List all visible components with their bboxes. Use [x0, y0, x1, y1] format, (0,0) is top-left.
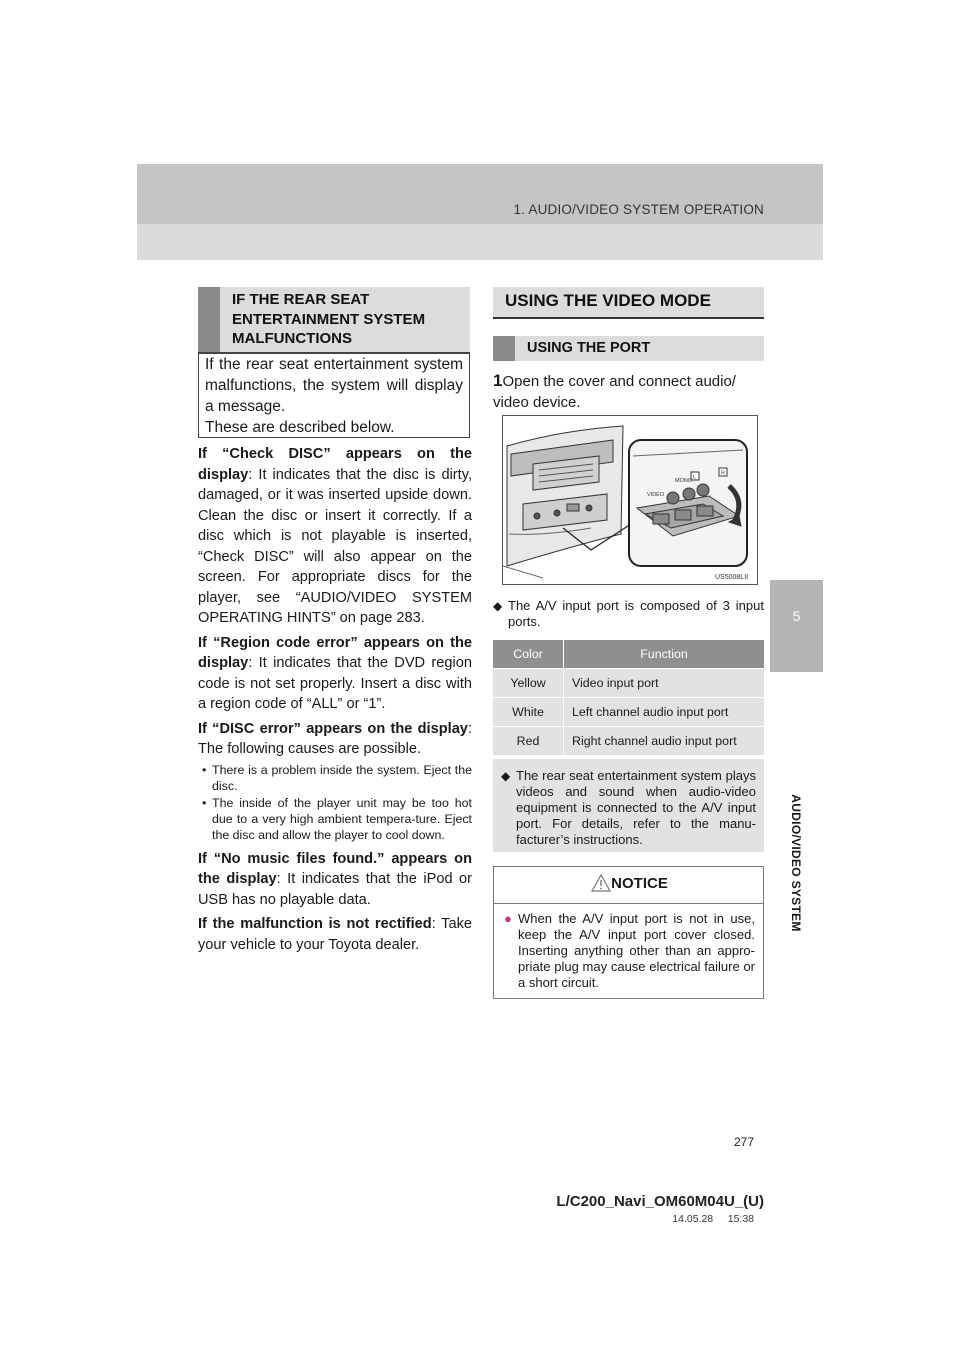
table-row: White Left channel audio input port	[493, 698, 764, 727]
intro-box	[198, 352, 470, 438]
video-mode-title: USING THE VIDEO MODE	[505, 291, 711, 310]
diamond-bullet-icon: ◆	[501, 769, 511, 783]
diamond-bullet-icon: ◆	[493, 599, 503, 613]
disc-error-causes	[198, 762, 472, 843]
no-music-paragraph: If “No music files found.” appears on the display: It indicates that the iPod or USB has no playable data.	[198, 850, 473, 908]
illustration-code: US5008LII	[715, 574, 749, 581]
document-date: 14.05.28 15:38	[672, 1213, 754, 1225]
chapter-tab	[770, 580, 823, 672]
av-port-illustration	[502, 415, 758, 585]
section-title: 1. AUDIO/VIDEO SYSTEM OPERATION	[513, 202, 764, 217]
mono-label: MONO	[675, 478, 693, 484]
chapter-label: AUDIO/VIDEO SYSTEM	[789, 794, 803, 932]
port-table	[493, 640, 764, 755]
port-subheading	[493, 336, 764, 361]
r-label: R	[721, 470, 725, 477]
left-body	[198, 444, 472, 959]
notice-title: NOTICE	[611, 875, 668, 892]
intro-text-2: These are described below.	[205, 419, 395, 436]
step-number: 1	[493, 371, 503, 390]
step-1	[493, 370, 764, 413]
page-number: 277	[733, 1135, 754, 1149]
document-id: L/C200_Navi_OM60M04U_(U)	[556, 1193, 764, 1210]
heading-line-2: ENTERTAINMENT SYSTEM	[232, 310, 426, 328]
table-header-row	[493, 640, 764, 669]
video-mode-heading	[493, 287, 764, 319]
l-label: L	[693, 474, 697, 481]
chapter-number: 5	[792, 608, 801, 624]
region-code-paragraph: If “Region code error” appears on the display: It indicates that the DVD region code is not set properly. Insert a disc with a region code of “ALL” or “1”.	[198, 634, 472, 712]
info-bullet: ◆ The rear seat entertainment system plays videos and sound when audio-video equipment is connected to the A/V input port. For details, refer to the manu-facturer’s instructions.	[501, 768, 756, 847]
step-text: Open the cover and connect audio/ video device.	[493, 373, 736, 411]
disc-error-paragraph: If “DISC error” appears on the display: The following causes are possible.	[198, 720, 472, 757]
malfunction-heading	[198, 287, 470, 352]
heading-line-1: IF THE REAR SEAT	[232, 291, 370, 308]
intro-text: If the rear seat entertainment system malfunctions, the system will display a message.	[205, 356, 463, 415]
notice-body: ● When the A/V input port is not in use, keep the A/V input port cover closed. Inserting anything other than an appro-priate plug may cause electrical failure or a short circuit.	[504, 911, 755, 990]
video-label: VIDEO	[647, 492, 665, 498]
check-disc-paragraph: If “Check DISC” appears on the display: It indicates that the disc is dirty, damaged, or it was inserted upside down. Clean the disc or insert it correctly. If a disc which is not playable is inserted, “Check DISC” will also appear on the screen. For appropriate discs for the player, see “AUDIO/VIDEO SYSTEM OPERATING HINTS” on page 283.	[198, 446, 472, 626]
av-port-drawing	[503, 416, 757, 584]
port-subtitle: USING THE PORT	[527, 340, 651, 356]
table-header: Color	[493, 640, 564, 669]
list-item: • There is a problem inside the system. Eject the disc.	[198, 762, 472, 794]
bullet-dot-icon: ●	[504, 911, 512, 926]
table-row: Red Right channel audio input port	[493, 727, 764, 756]
notice-header	[494, 867, 763, 904]
heading-line-3: MALFUNCTIONS	[232, 330, 352, 347]
ports-bullet: ◆ The A/V input port is composed of 3 input ports.	[493, 598, 764, 629]
notice-box	[493, 866, 764, 999]
not-rectified-paragraph: If the malfunction is not rectified: Take your vehicle to your Toyota dealer.	[198, 916, 473, 953]
table-row: Yellow Video input port	[493, 669, 764, 698]
list-item: • The inside of the player unit may be too hot due to a very high ambient tempera-ture. Eject the disc and allow the player to cool down.	[198, 795, 472, 843]
table-header: Function	[564, 640, 765, 669]
